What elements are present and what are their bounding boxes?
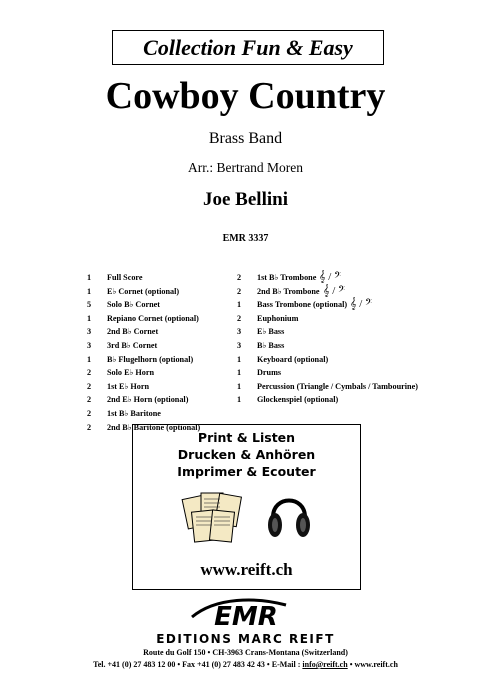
part-name: Percussion (Triangle / Cymbals / Tambourine)	[257, 381, 418, 391]
sheet-music-icon	[181, 487, 247, 545]
part-name: Solo E♭ Horn	[107, 368, 155, 378]
clef-icon: 𝄞 / 𝄢	[350, 298, 373, 311]
emr-logo-icon	[186, 595, 306, 631]
part-name: E♭ Cornet (optional)	[107, 286, 180, 296]
part-quantity: 1	[87, 286, 92, 296]
part-name: B♭ Flugelhorn (optional)	[107, 354, 194, 364]
clef-icon: 𝄞 / 𝄢	[319, 271, 342, 283]
publisher-address: Route du Golf 150 • CH-3963 Crans-Montana (Switzerland)	[143, 648, 348, 657]
website-link[interactable]: www.reift.ch	[200, 560, 293, 579]
ensemble-label: Brass Band	[208, 130, 283, 147]
part-quantity: 3	[237, 341, 242, 350]
part-quantity: 2	[87, 381, 92, 391]
arranger-credit: Arr.: Bertrand Moren	[187, 160, 304, 175]
series-title: Collection Fun & Easy	[112, 30, 384, 65]
part-quantity: 1	[87, 273, 92, 282]
headphones-icon	[265, 487, 313, 543]
part-name: E♭ Bass	[257, 327, 285, 337]
publisher-contact	[0, 660, 491, 669]
part-name: 1st B♭ Baritone	[107, 409, 161, 418]
clef-icon: 𝄞 / 𝄢	[323, 284, 346, 297]
part-quantity: 2	[87, 409, 92, 418]
part-quantity: 1	[87, 313, 92, 323]
print-listen-box[interactable]	[132, 424, 361, 590]
part-name: 2nd E♭ Horn (optional)	[107, 395, 189, 405]
part-name: B♭ Bass	[257, 341, 285, 350]
part-quantity: 3	[87, 327, 92, 337]
part-name: Keyboard (optional)	[257, 354, 329, 364]
part-quantity: 5	[87, 300, 92, 310]
part-name: Drums	[257, 368, 282, 378]
part-quantity: 1	[237, 395, 242, 405]
part-quantity: 2	[87, 422, 92, 432]
part-name: 3rd B♭ Cornet	[107, 341, 158, 350]
parts-list-right	[237, 271, 477, 411]
contact-website: • www.reift.ch	[347, 660, 398, 669]
part-quantity: 1	[237, 300, 242, 310]
composer-name: Joe Bellini	[203, 189, 288, 210]
part-quantity: 1	[87, 354, 92, 364]
contact-phone-fax: Tel. +41 (0) 27 483 12 00 • Fax +41 (0) 27 483 42 43 • E-Mail :	[93, 660, 303, 669]
logo-text: EMR	[213, 602, 278, 631]
part-quantity: 2	[87, 395, 92, 405]
part-quantity: 3	[237, 327, 242, 337]
part-quantity: 1	[237, 354, 242, 364]
part-name: Full Score	[107, 273, 143, 282]
part-quantity: 1	[237, 368, 242, 378]
promo-line-2: Drucken & Anhören	[177, 447, 316, 462]
part-quantity: 3	[87, 341, 92, 350]
part-name: 2nd B♭ Baritone (optional)	[107, 422, 201, 432]
part-name: Bass Trombone (optional)	[257, 300, 348, 310]
part-name: Solo B♭ Cornet	[107, 300, 160, 310]
part-quantity: 2	[237, 313, 242, 323]
part-quantity: 2	[237, 273, 242, 282]
parts-list-left	[87, 271, 237, 431]
part-name: 2nd B♭ Cornet	[107, 327, 159, 337]
part-quantity: 2	[87, 368, 92, 378]
part-name: Repiano Cornet (optional)	[107, 313, 199, 323]
part-name: 2nd B♭ Trombone	[257, 286, 320, 296]
part-name: Euphonium	[257, 313, 299, 323]
part-quantity: 2	[237, 286, 242, 296]
catalog-number: EMR 3337	[222, 233, 269, 244]
part-quantity: 1	[237, 381, 242, 391]
piece-title: Cowboy Country	[105, 75, 386, 117]
publisher-logo	[0, 595, 491, 636]
promo-line-1: Print & Listen	[197, 430, 296, 445]
part-name: 1st B♭ Trombone	[257, 273, 317, 282]
email-link[interactable]: info@reift.ch	[302, 660, 348, 669]
publisher-name: EDITIONS MARC REIFT	[156, 632, 335, 646]
part-name: 1st E♭ Horn	[107, 381, 150, 391]
promo-line-3: Imprimer & Ecouter	[177, 464, 316, 479]
part-name: Glockenspiel (optional)	[257, 395, 339, 405]
